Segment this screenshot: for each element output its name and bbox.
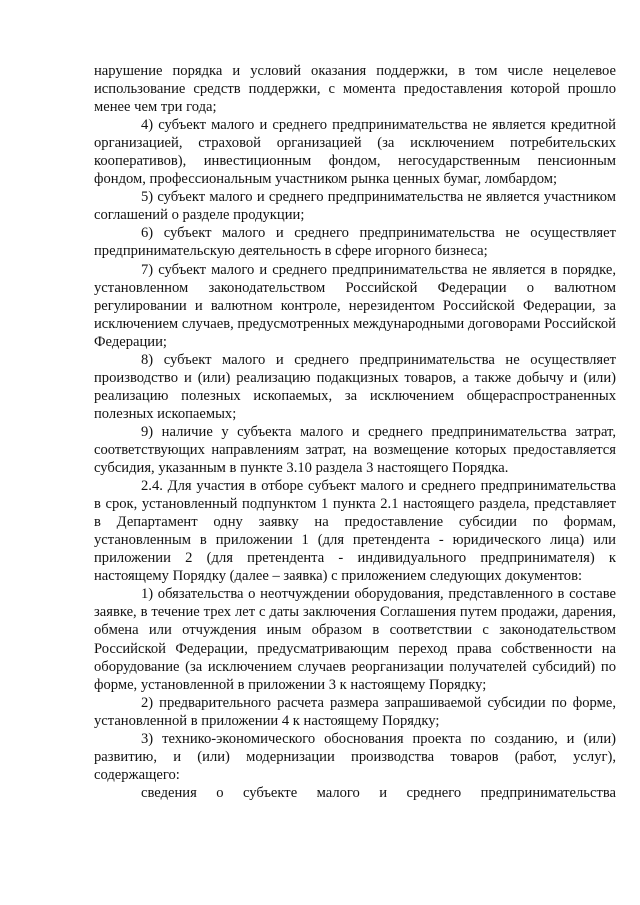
paragraph-item-7: 7) субъект малого и среднего предпринимательства не является в порядке, установленном законодательством Российской Федерации о валютном регулировании и валютном контроле, нерезидентом Российской Федерации, за исключением случаев, предусмотренных международными договорами Российской Федерации; [94,261,616,350]
paragraph-doc-item-2: 2) предварительного расчета размера запрашиваемой субсидии по форме, установленной в приложении 4 к настоящему Порядку; [94,694,616,729]
paragraph-item-5: 5) субъект малого и среднего предпринимательства не является участником соглашений о разделе продукции; [94,189,616,224]
paragraph-item-9: 9) наличие у субъекта малого и среднего предпринимательства затрат, соответствующих направлениям затрат, на возмещение которых предоставляется субсидия, указанным в пункте 3.10 раздела 3 настоящего Порядка. [94,423,616,477]
paragraph-item-6: 6) субъект малого и среднего предпринимательства не осуществляет предпринимательскую деятельность в сфере игорного бизнеса; [94,225,616,260]
paragraph-doc-item-3: 3) технико-экономического обоснования проекта по созданию, и (или) развитию, и (или) модернизации производства товаров (работ, услуг), содержащего: [94,730,616,783]
paragraph-section-2-4: 2.4. Для участия в отборе субъект малого и среднего предпринимательства в срок, установленный подпунктом 1 пункта 2.1 настоящего раздела, представляет в Департамент одну заявку на предоставление субсидии по формам, установленным в приложении 1 (для претендента - юридического лица) или приложении 2 (для претендента - индивидуального предпринимателя) к настоящему Порядку (далее – заявка) с приложением следующих документов: [94,478,616,585]
paragraph-3-continuation: нарушение порядка и условий оказания поддержки, в том числе нецелевое использование средств поддержки, с момента предоставления которой прошло менее чем три года; [94,63,616,116]
paragraph-subitem-info: сведения о субъекте малого и среднего предпринимательства [141,784,616,801]
paragraph-item-4: 4) субъект малого и среднего предпринимательства не является кредитной организацией, страховой организацией (за исключением потребительских кооперативов), инвестиционным фондом, негосударственным пенсионным фондом, профессиональным участником рынка ценных бумаг, ломбардом; [94,117,616,188]
paragraph-item-8: 8) субъект малого и среднего предпринимательства не осуществляет производство и (или) реализацию подакцизных товаров, а также добычу и (или) реализацию полезных ископаемых, за исключением общераспространенных полезных ископаемых; [94,351,616,422]
paragraph-doc-item-1: 1) обязательства о неотчуждении оборудования, представленного в составе заявке, в течение трех лет с даты заключения Соглашения путем продажи, дарения, обмена или отчуждения иным образом в соответствии с законодательством Российской Федерации, предусматривающим переход права собственности на оборудование (за исключением случаев реорганизации получателей субсидий) по форме, установленной в приложении 3 к настоящему Порядку; [94,586,616,693]
document-page [94,62,616,802]
